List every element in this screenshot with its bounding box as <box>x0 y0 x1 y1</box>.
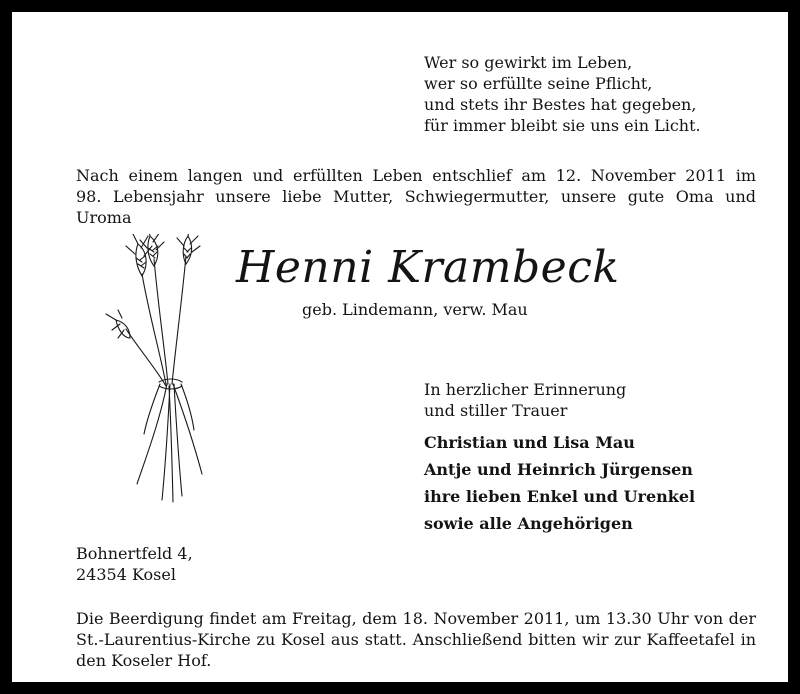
remembrance-line: In herzlicher Erinnerung <box>424 380 627 399</box>
intro-line: 98. Lebensjahr unsere liebe Mutter, Schwiegermutter, unsere gute Oma und Uroma <box>76 187 756 227</box>
remembrance-text <box>424 379 626 421</box>
poem-line: wer so erfüllte seine Pflicht, <box>424 74 653 93</box>
intro-line: Nach einem langen und erfüllten Leben entschlief am 12. November 2011 im <box>76 166 756 185</box>
funeral-line: Die Beerdigung findet am Freitag, dem 18. November 2011, um 13.30 Uhr von der <box>76 609 756 628</box>
poem-line: Wer so gewirkt im Leben, <box>424 53 633 72</box>
poem-line: und stets ihr Bestes hat gegeben, <box>424 95 697 114</box>
mourner-entry: sowie alle Angehörigen <box>424 514 633 533</box>
family-address <box>76 543 193 585</box>
mourner-entry: Christian und Lisa Mau <box>424 433 635 452</box>
funeral-line: den Koseler Hof. <box>76 651 212 670</box>
remembrance-line: und stiller Trauer <box>424 401 568 420</box>
memorial-poem <box>424 52 701 136</box>
announcement-intro <box>76 165 756 228</box>
mourner-entry: Antje und Heinrich Jürgensen <box>424 460 693 479</box>
poem-line: für immer bleibt sie uns ein Licht. <box>424 116 701 135</box>
address-city: 24354 Kosel <box>76 565 176 584</box>
mourners-list <box>424 429 695 537</box>
funeral-details <box>76 608 756 671</box>
deceased-name: Henni Krambeck <box>236 242 620 293</box>
address-street: Bohnertfeld 4, <box>76 544 193 563</box>
mourner-entry: ihre lieben Enkel und Urenkel <box>424 487 696 506</box>
birth-name-note: geb. Lindemann, verw. Mau <box>302 300 528 319</box>
wheat-sheaf-icon <box>104 234 214 509</box>
funeral-line: St.-Laurentius-Kirche zu Kosel aus statt. Anschließend bitten wir zur Kaffeetafel in <box>76 630 756 649</box>
